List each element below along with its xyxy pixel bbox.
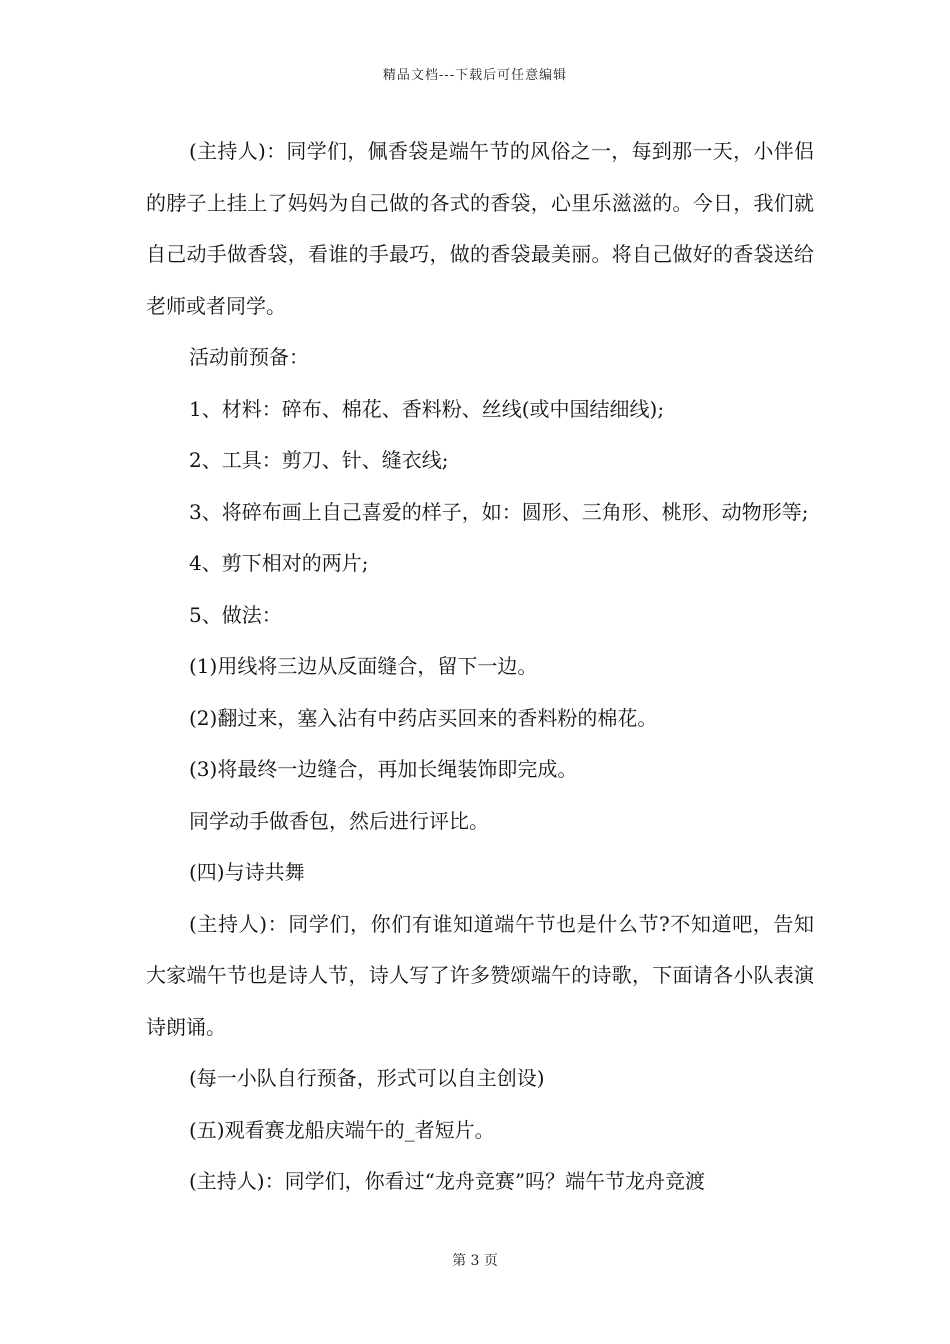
list-item: 2、工具：剪刀、针、缝衣线; [189,448,449,472]
paragraph: (主持人)：同学们，你们有谁知道端午节也是什么节?不知道吧，告知大家端午节也是诗人节，诗人写了许多赞颂端午的诗歌，下面请各小队表演诗朗诵。 [146,911,814,1039]
section-heading: (五)观看赛龙船庆端午的_者短片。 [189,1117,495,1142]
page-header: 精品文档---下载后可任意编辑 [382,68,568,83]
list-item: 1、材料：碎布、棉花、香料粉、丝线(或中国结细线); [189,396,665,421]
paragraph: 同学动手做香包，然后进行评比。 [189,808,489,833]
list-item: (1)用线将三边从反面缝合，留下一边。 [189,654,538,678]
paragraph: (主持人)：同学们，佩香袋是端午节的风俗之一，每到那一天，小伴侣的脖子上挂上了妈妈为自己做的各式的香袋，心里乐滋滋的。今日，我们就自己动手做香袋，看谁的手最巧，做的香袋最美丽。将自己做好的香袋送给老师或者同学。 [146,139,814,318]
document-body [146,126,814,1208]
paragraph: (主持人)：同学们，你看过“龙舟竞赛”吗？端午节龙舟竞渡 [189,1169,706,1193]
list-item: 5、做法： [189,602,282,627]
list-item: 3、将碎布画上自己喜爱的样子，如：圆形、三角形、桃形、动物形等; [189,499,809,524]
list-item: (2)翻过来，塞入沾有中药店买回来的香料粉的棉花。 [189,705,658,730]
section-heading: (四)与诗共舞 [189,860,305,884]
page-number: 第 3 页 [452,1253,498,1269]
list-item: (3)将最终一边缝合，再加长绳装饰即完成。 [189,757,578,781]
paragraph: 活动前预备： [189,345,309,369]
list-item: 4、剪下相对的两片; [189,551,369,575]
paragraph: (每一小队自行预备，形式可以自主创设) [189,1066,545,1090]
